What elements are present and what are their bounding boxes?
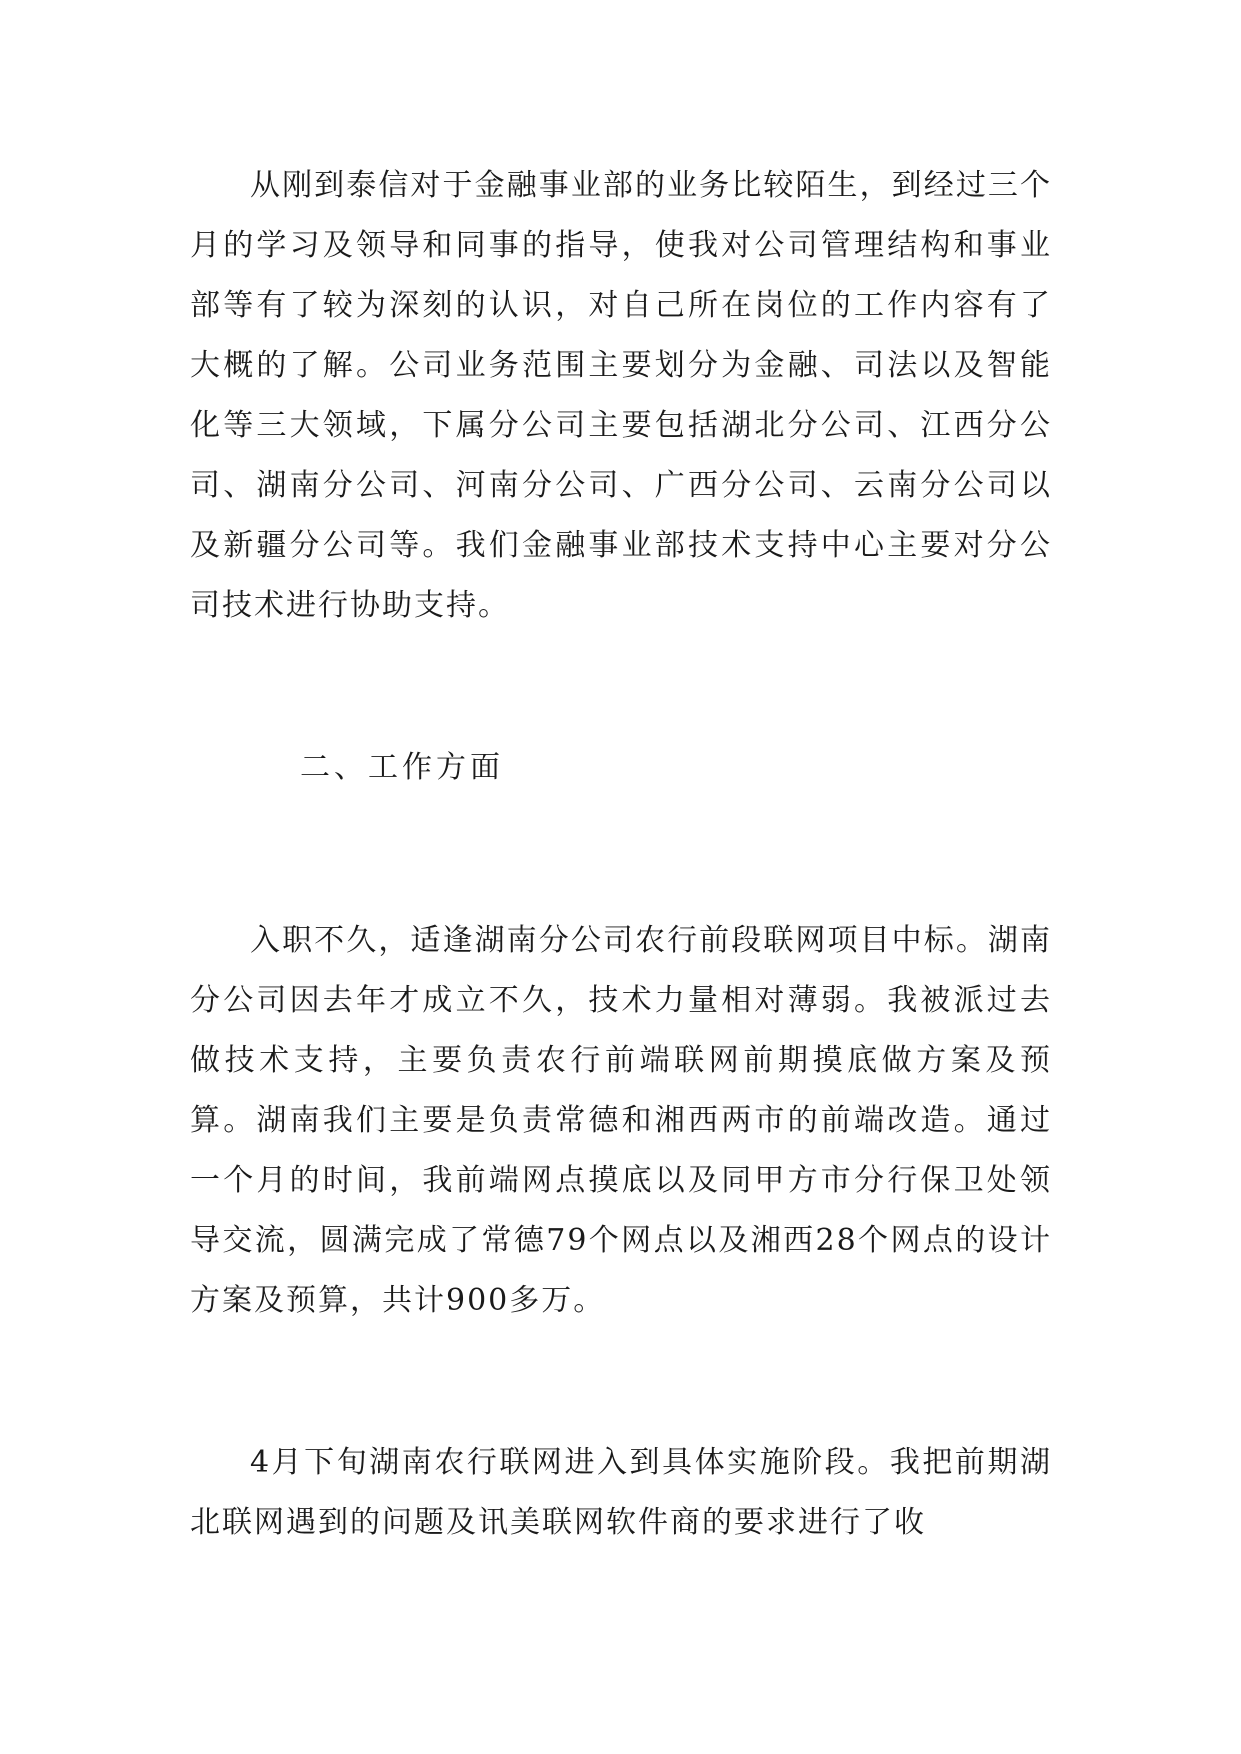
paragraph-intro: 从刚到泰信对于金融事业部的业务比较陌生，到经过三个月的学习及领导和同事的指导，使我对公司管理结构和事业部等有了较为深刻的认识，对自己所在岗位的工作内容有了大概的了解。公司业务范围主要划分为金融、司法以及智能化等三大领域，下属分公司主要包括湖北分公司、江西分公司、湖南分公司、河南分公司、广西分公司、云南分公司以及新疆分公司等。我们金融事业部技术支持中心主要对分公司技术进行协助支持。 xyxy=(190,168,1052,623)
paragraph-implementation: 4月下旬湖南农行联网进入到具体实施阶段。我把前期湖北联网遇到的问题及讯美联网软件商的要求进行了收 xyxy=(190,1445,1052,1540)
section-heading-work: 二、工作方面 xyxy=(300,750,504,785)
paragraph-hunan-project: 入职不久，适逢湖南分公司农行前段联网项目中标。湖南分公司因去年才成立不久，技术力量相对薄弱。我被派过去做技术支持，主要负责农行前端联网前期摸底做方案及预算。湖南我们主要是负责常德和湘西两市的前端改造。通过一个月的时间，我前端网点摸底以及同甲方市分行保卫处领导交流，圆满完成了常德79个网点以及湘西28个网点的设计方案及预算，共计900多万。 xyxy=(190,923,1052,1318)
